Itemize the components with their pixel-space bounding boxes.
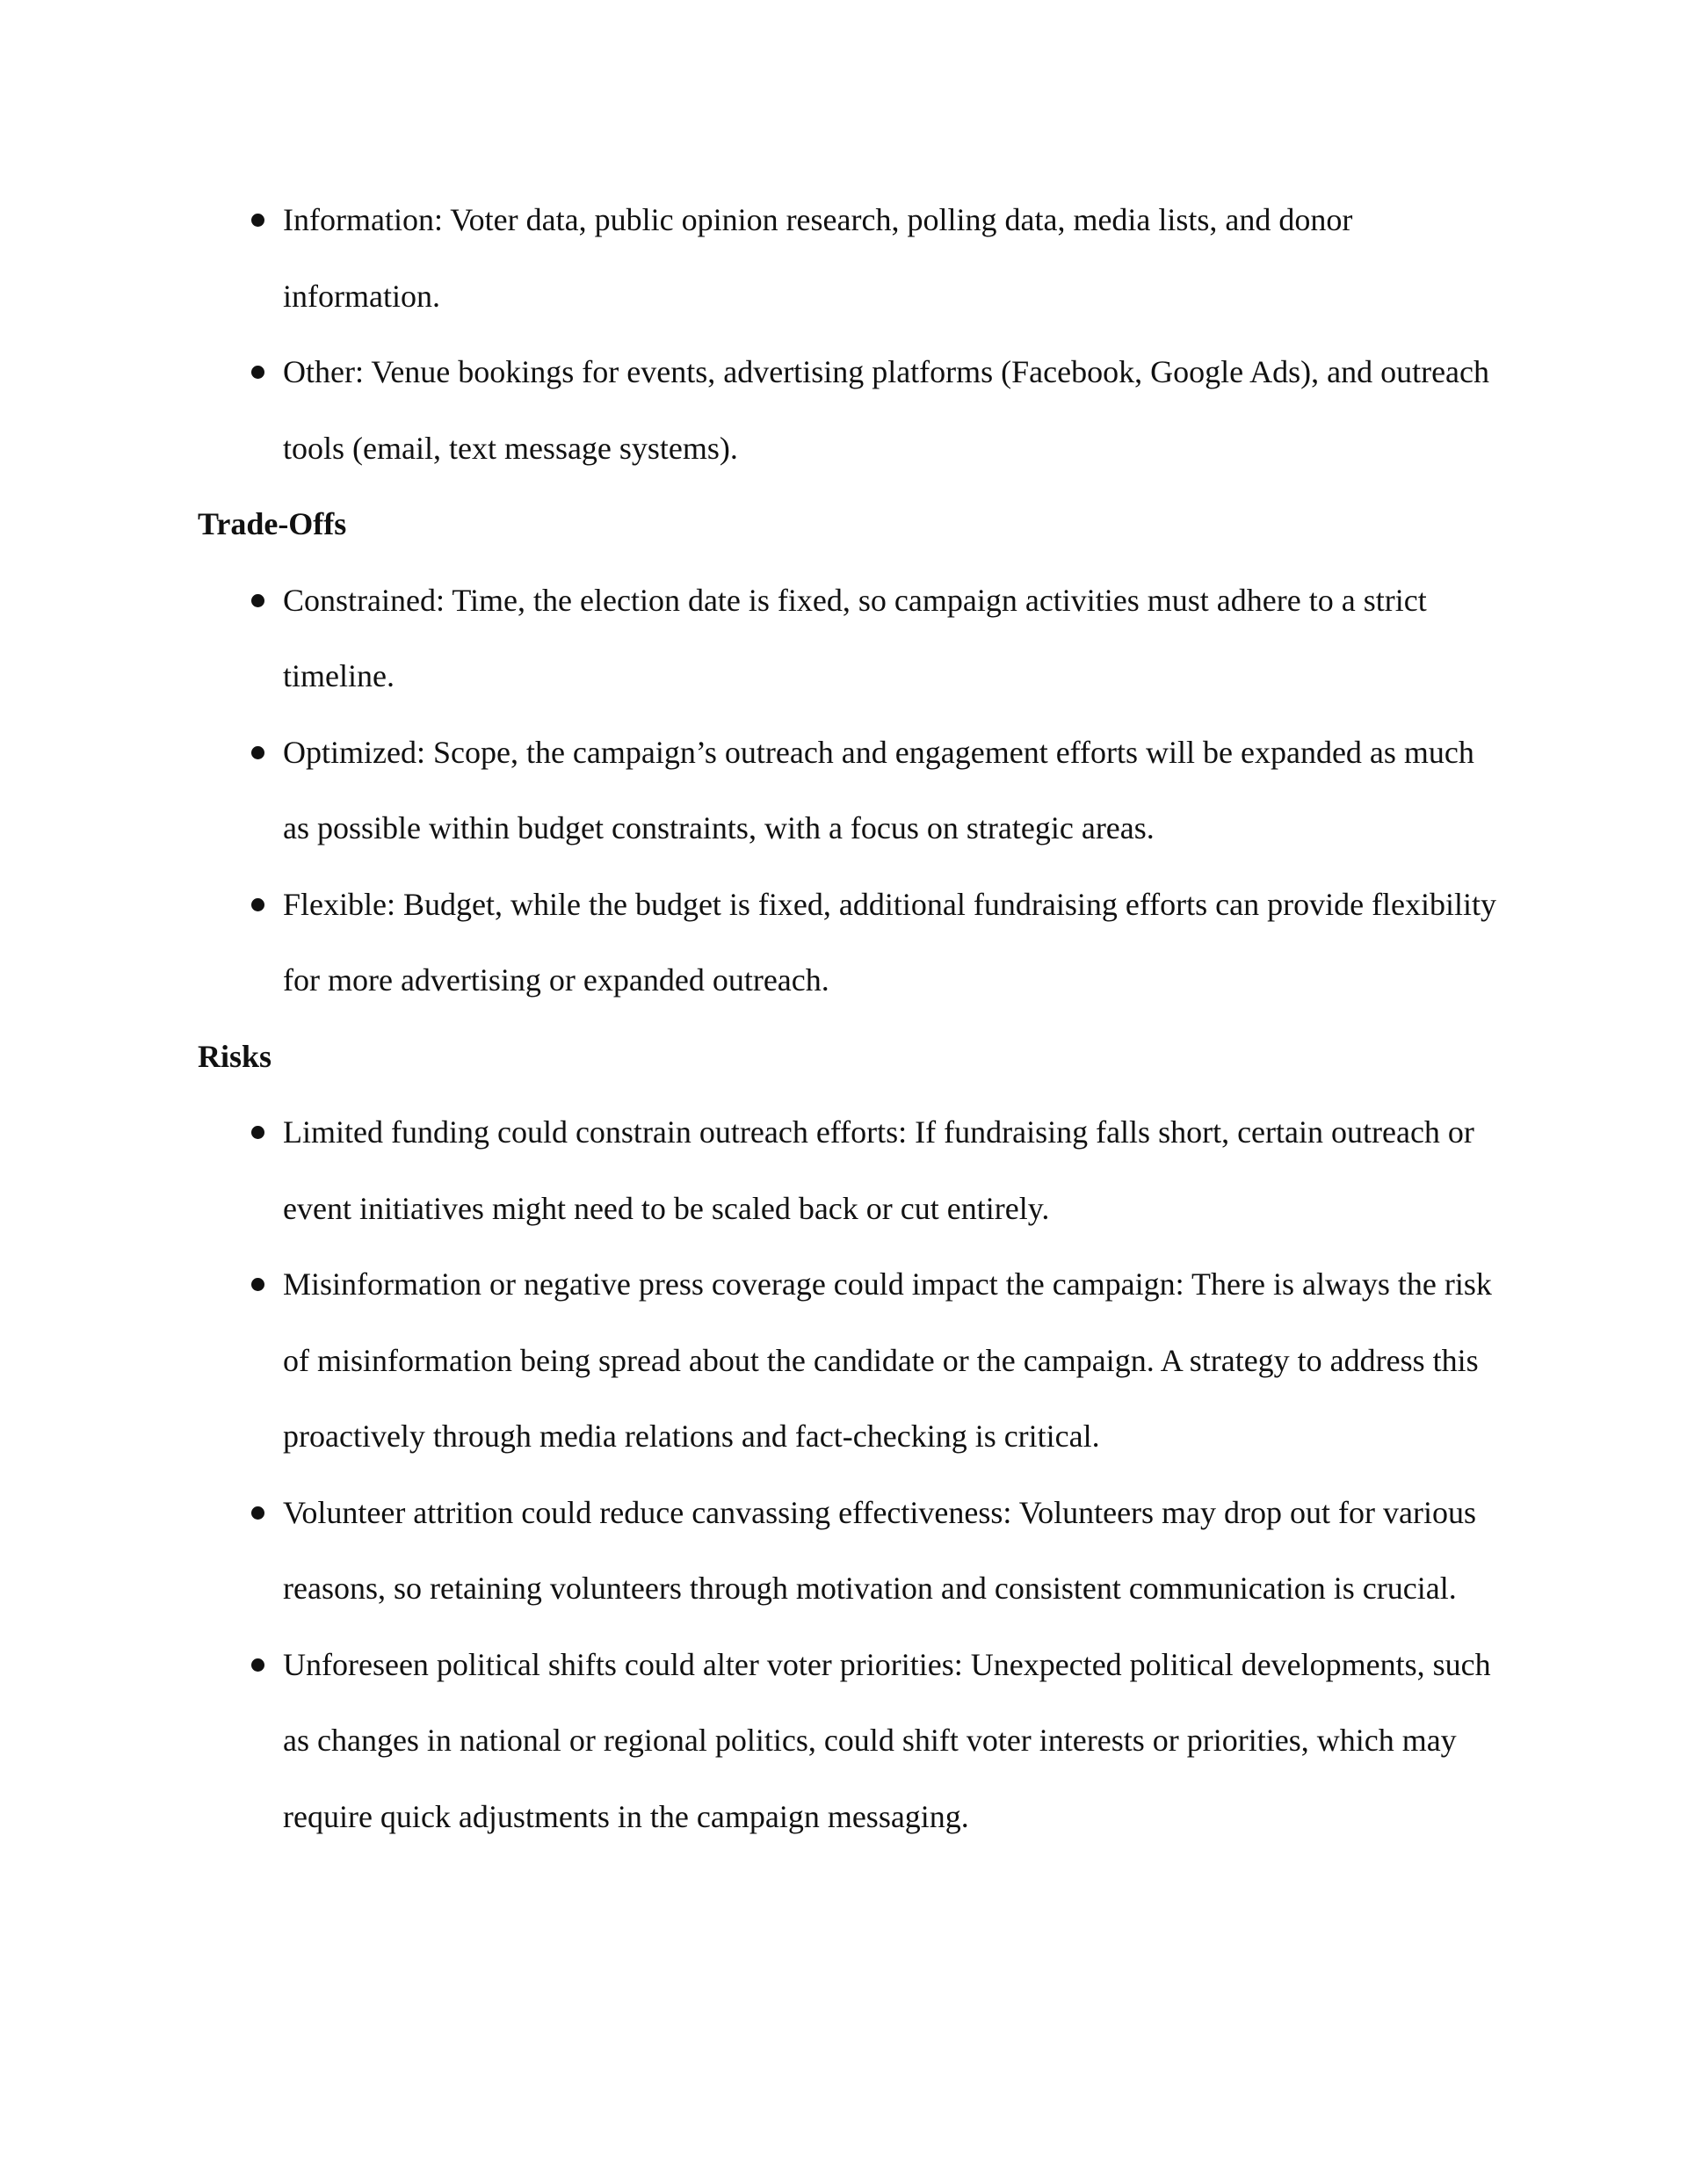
bullet-icon: [251, 898, 264, 911]
tradeoffs-list: [198, 562, 1498, 1019]
bullet-icon: [251, 214, 264, 227]
bullet-icon: [251, 746, 264, 759]
list-item: [198, 867, 1498, 1019]
bullet-icon: [251, 1506, 264, 1520]
bullet-icon: [251, 1126, 264, 1139]
bullet-icon: [251, 366, 264, 379]
list-item-text: Other: Venue bookings for events, advertising platforms (Facebook, Google Ads), and outreach tools (email, text message systems).: [283, 354, 1490, 466]
bullet-icon: [251, 1278, 264, 1291]
risks-list: [198, 1094, 1498, 1854]
list-item: [198, 562, 1498, 715]
list-item: [198, 334, 1498, 486]
list-item-text: Constrained: Time, the election date is fixed, so campaign activities must adhere to a strict timeline.: [283, 582, 1427, 693]
resources-list: [198, 182, 1498, 486]
document-content: [198, 182, 1498, 1854]
list-item: [198, 182, 1498, 334]
list-item: [198, 715, 1498, 867]
list-item: [198, 1627, 1498, 1855]
bullet-icon: [251, 594, 264, 607]
list-item-text: Optimized: Scope, the campaign’s outreach and engagement efforts will be expanded as much as possible within budget constraints, with a focus on strategic areas.: [283, 734, 1474, 845]
list-item: [198, 1475, 1498, 1627]
list-item-text: Limited funding could constrain outreach efforts: If fundraising falls short, certain outreach or event initiatives might need to be scaled back or cut entirely.: [283, 1114, 1474, 1226]
tradeoffs-heading: Trade-Offs: [198, 506, 347, 541]
list-item-text: Misinformation or negative press coverage could impact the campaign: There is always the risk of misinformation being spread about the candidate or the campaign. A strategy to address this proactively through media relations and fact-checking is critical.: [283, 1266, 1492, 1454]
list-item-text: Unforeseen political shifts could alter voter priorities: Unexpected political developments, such as changes in national or regional politics, could shift voter interests or priorities, which may require quick adjustments in the campaign messaging.: [283, 1646, 1491, 1834]
list-item-text: Volunteer attrition could reduce canvassing effectiveness: Volunteers may drop out for various reasons, so retaining volunteers through motivation and consistent communication is crucial.: [283, 1494, 1476, 1606]
list-item-text: Flexible: Budget, while the budget is fixed, additional fundraising efforts can provide flexibility for more advertising or expanded outreach.: [283, 886, 1497, 998]
risks-heading: Risks: [198, 1038, 272, 1074]
list-item: [198, 1094, 1498, 1246]
bullet-icon: [251, 1658, 264, 1672]
list-item: [198, 1246, 1498, 1475]
list-item-text: Information: Voter data, public opinion research, polling data, media lists, and donor information.: [283, 202, 1353, 314]
